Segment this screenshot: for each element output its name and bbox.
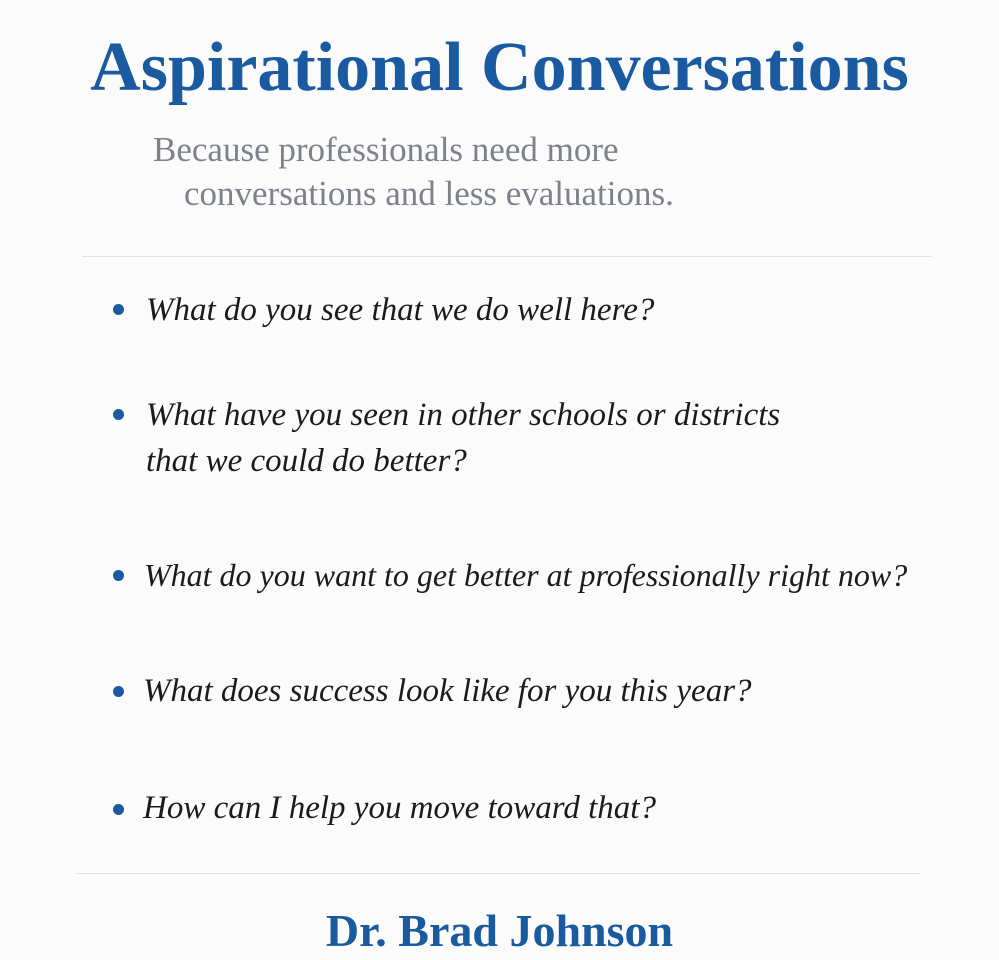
bullet-dot-icon bbox=[113, 804, 124, 815]
subtitle-line-2: conversations and less evaluations. bbox=[184, 174, 674, 213]
question-text: What do you want to get better at professionally right now? bbox=[144, 557, 908, 593]
top-divider bbox=[82, 256, 932, 257]
bullet-dot-icon bbox=[113, 409, 124, 420]
question-text: How can I help you move toward that? bbox=[143, 790, 656, 826]
question-text: What have you seen in other schools or districts bbox=[146, 397, 781, 433]
question-text: What do you see that we do well here? bbox=[146, 292, 655, 328]
bullet-dot-icon bbox=[113, 304, 124, 315]
question-text: What does success look like for you this year? bbox=[143, 673, 752, 709]
bullet-dot-icon bbox=[113, 686, 124, 697]
page-title: Aspirational Conversations bbox=[90, 29, 909, 106]
author-name: Dr. Brad Johnson bbox=[325, 905, 674, 956]
question-text-continued: that we could do better? bbox=[146, 443, 467, 479]
bullet-dot-icon bbox=[113, 570, 124, 581]
bottom-divider bbox=[76, 873, 920, 874]
subtitle-line-1: Because professionals need more bbox=[153, 130, 619, 169]
